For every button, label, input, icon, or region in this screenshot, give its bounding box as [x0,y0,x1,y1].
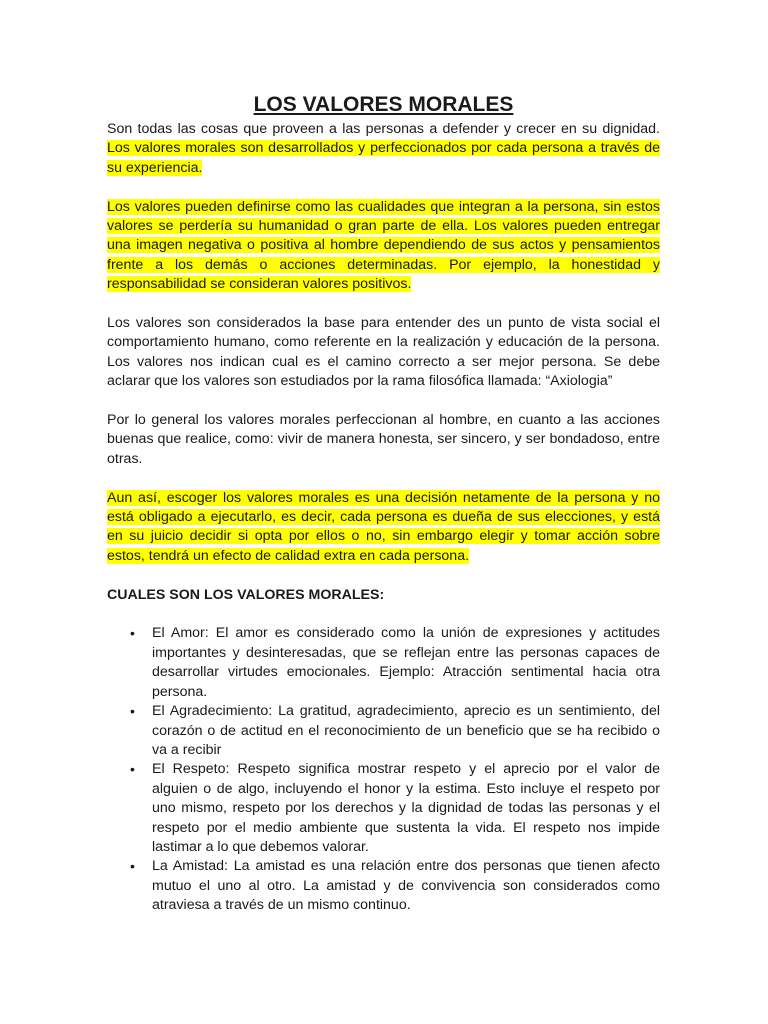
bullet-icon: • [130,625,135,642]
list-item [130,702,660,760]
list-item-text: La Amistad: La amistad es una relación entre dos personas que tienen afecto mutuo el uno al otro. La amistad y de convivencia son considerados como atraviesa a través de un mismo continuo. [152,858,660,914]
list-item-text: El Amor: El amor es considerado como la unión de expresiones y actitudes importantes y desinteresadas, que se reflejan entre las personas capaces de desarrollar virtudes emocionales. Ejemplo: Atracción sentimental hacia otra persona. [152,625,660,700]
paragraph-4: Por lo general los valores morales perfeccionan al hombre, en cuanto a las acciones buenas que realice, como: vivir de manera honesta, ser sincero, y ser bondadoso, entre otras. [107,412,660,467]
document-page [107,92,660,916]
values-list [107,624,660,915]
bullet-icon: • [130,858,135,875]
list-item-text: El Respeto: Respeto significa mostrar respeto y el aprecio por el valor de alguien o de algo, incluyendo el honor y la estima. Esto incluye el respeto por uno mismo, respeto por los derechos y la dignidad de todas las personas y el respeto por el medio ambiente que sustenta la vida. El respeto nos impide lastimar a lo que debemos valorar. [152,761,660,855]
document-title: LOS VALORES MORALES [253,93,514,116]
list-item [130,624,660,702]
paragraph-2 [107,198,660,295]
paragraph-3: Los valores son considerados la base para entender des un punto de vista social el comportamiento humano, como referente en la realización y educación de la persona. Los valores nos indican cual es el camino correcto a ser mejor persona. Se debe aclarar que los valores son estudiados por la rama filosófica llamada: “Axiologia” [107,315,660,390]
paragraph-2-highlighted-text: Los valores pueden definirse como las cualidades que integran a la persona, sin estos valores se perdería su humanidad o gran parte de ella. Los valores pueden entregar una imagen negativa o positiva al hombre dependiendo de sus actos y pensamientos frente a los demás o acciones determinadas. Por ejemplo, la honestidad y responsabilidad se consideran valores positivos. [107,198,660,293]
intro-paragraph [107,120,660,178]
intro-plain-text: Son todas las cosas que proveen a las personas a defender y crecer en su dignidad. [107,121,660,137]
bullet-icon: • [130,703,135,720]
bullet-icon: • [130,761,135,778]
paragraph-5-highlighted-text: Aun así, escoger los valores morales es una decisión netamente de la persona y no está obligado a ejecutarlo, es decir, cada persona es dueña de sus elecciones, y está en su juicio decidir si opta por ellos o no, sin embargo elegir y tomar acción sobre estos, tendrá un efecto de calidad extra en cada persona. [107,489,660,564]
list-item-text: El Agradecimiento: La gratitud, agradecimiento, aprecio es un sentimiento, del corazón o de actitud en el reconocimiento de un beneficio que se ha recibido o va a recibir [152,703,660,758]
list-item [130,857,660,915]
list-item [130,760,660,857]
paragraph-5 [107,489,660,567]
intro-highlighted-text: Los valores morales son desarrollados y perfeccionados por cada persona a través de su experiencia. [107,140,660,176]
section-heading: CUALES SON LOS VALORES MORALES: [107,586,385,603]
